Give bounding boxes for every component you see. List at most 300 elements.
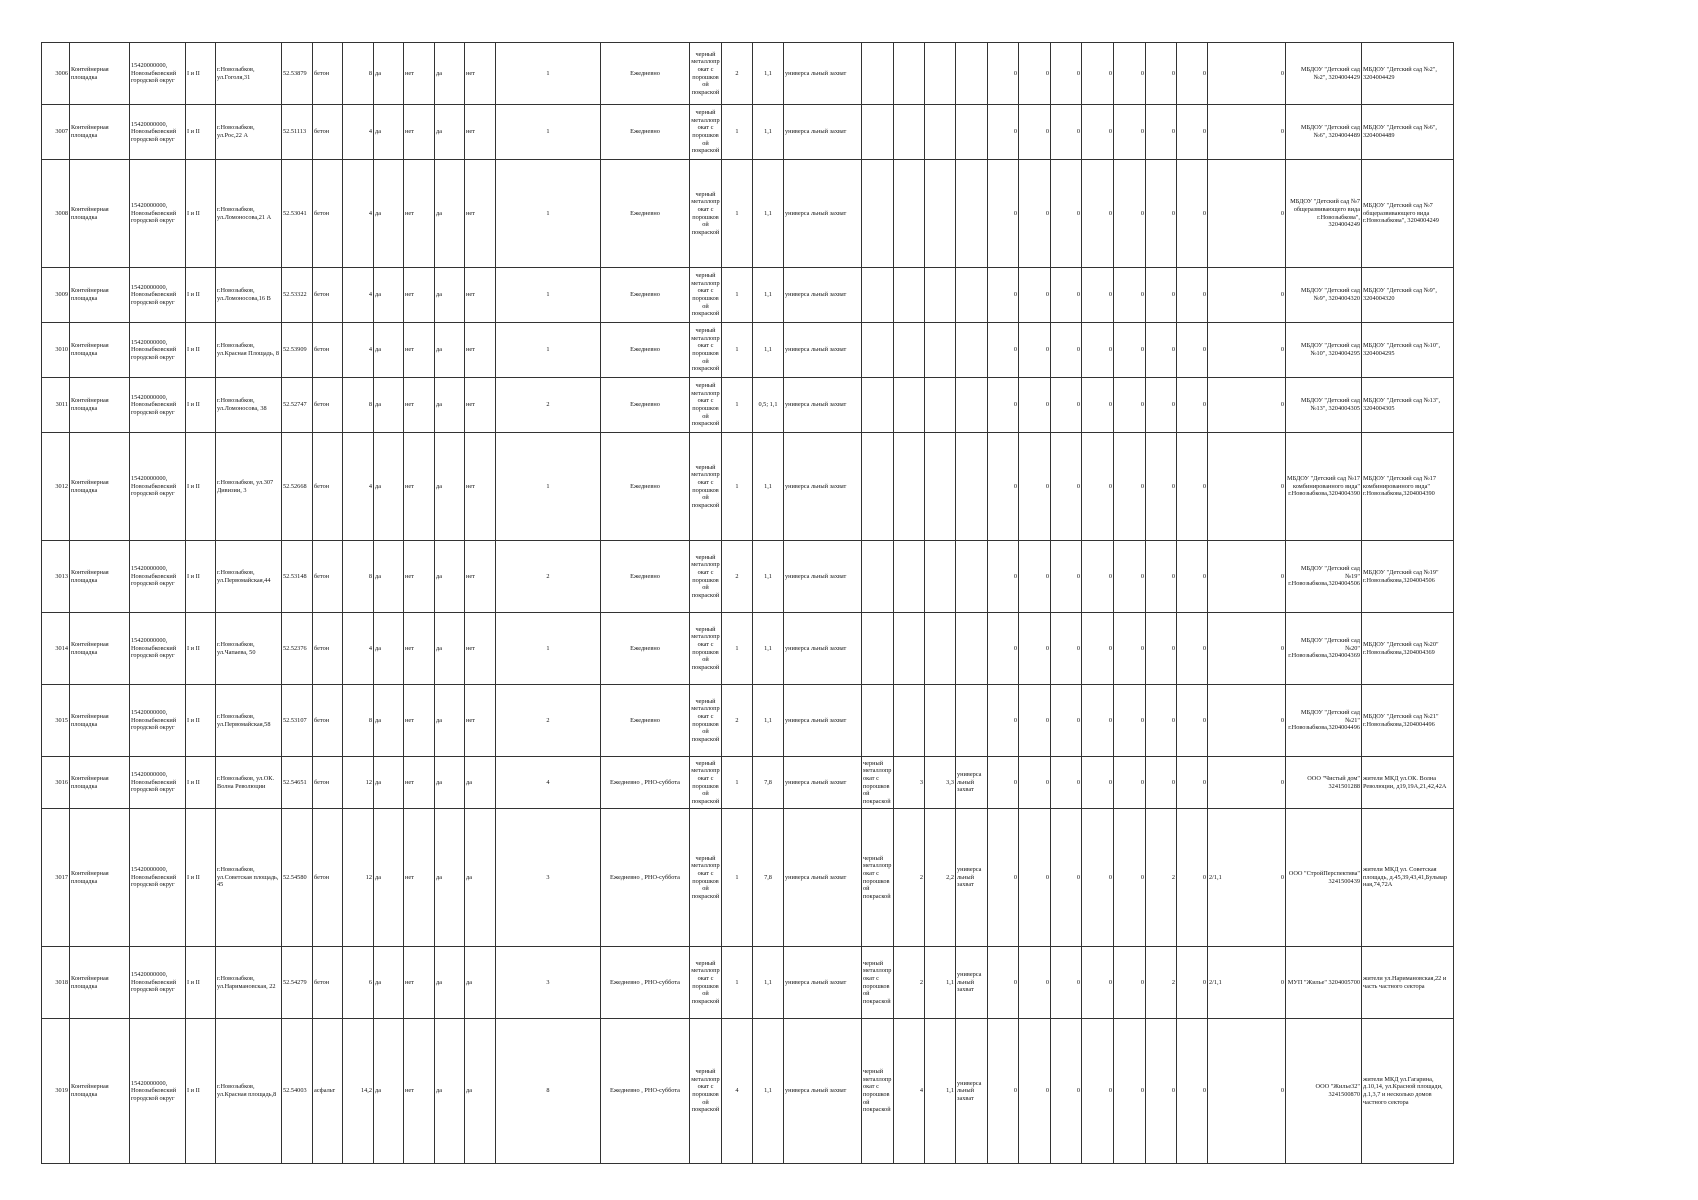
cell-zero-3: 0	[1051, 685, 1082, 757]
cell-extra-1	[1208, 757, 1286, 809]
cell-qty-2: 3	[894, 757, 925, 809]
cell-surface: бетон	[313, 947, 343, 1019]
cell-material-2	[862, 160, 894, 268]
cell-site-type: Контейнерная площадка	[70, 160, 130, 268]
cell-volume-2: 1,1	[925, 1019, 956, 1164]
cell-zero-3: 0	[1051, 160, 1082, 268]
cell-flag-extra: нет	[465, 378, 496, 433]
cell-waste-source: МБДОУ "Детский сад №2", 3204004429	[1362, 43, 1454, 105]
cell-flag-fence: да	[374, 947, 404, 1019]
cell-coordinate: 52.54580	[282, 809, 313, 947]
table-row	[42, 268, 1454, 323]
cell-qty-2: 4	[894, 1019, 925, 1164]
cell-flag-extra: нет	[465, 541, 496, 613]
table-row	[42, 757, 1454, 809]
cell-qty-2	[894, 433, 925, 541]
cell-material-2: черный металлопрокат с порошковой покраской	[862, 809, 894, 947]
cell-material-2: черный металлопрокат с порошковой покраской	[862, 1019, 894, 1164]
cell-zero-6: 0	[1146, 323, 1177, 378]
cell-oktmo: 15420000000, Новозыбковский городской округ	[130, 268, 186, 323]
cell-coordinate: 52.53107	[282, 685, 313, 757]
cell-qty-2	[894, 43, 925, 105]
cell-last-zero: 0	[1280, 291, 1284, 299]
table-row	[42, 378, 1454, 433]
cell-coordinate: 52.53909	[282, 323, 313, 378]
cell-waste-source: МБДОУ "Детский сад №9", 3204004320	[1362, 268, 1454, 323]
cell-last-zero: 0	[1280, 346, 1284, 354]
cell-flag-base: да	[435, 433, 465, 541]
cell-surface: бетон	[313, 809, 343, 947]
cell-address: г.Новозыбков, ул.Гоголя,31	[216, 43, 282, 105]
cell-flag-roof: нет	[404, 160, 435, 268]
cell-oktmo: 15420000000, Новозыбковский городской округ	[130, 947, 186, 1019]
cell-zero-3: 0	[1051, 105, 1082, 160]
cell-row-number: 3016	[42, 757, 70, 809]
cell-zero-2: 0	[1019, 613, 1051, 685]
cell-material-2	[862, 323, 894, 378]
cell-surface: бетон	[313, 378, 343, 433]
cell-extra-1	[1208, 809, 1286, 947]
cell-zero-5: 0	[1114, 613, 1146, 685]
cell-grip-type-2	[956, 685, 988, 757]
cell-extra-1	[1208, 43, 1286, 105]
cell-material: черный металлопрокат с порошковой покраской	[690, 541, 722, 613]
cell-zero-4: 0	[1082, 105, 1114, 160]
cell-flag-extra: да	[465, 1019, 496, 1164]
cell-flag-fence: да	[374, 613, 404, 685]
cell-coordinate: 52.52668	[282, 433, 313, 541]
cell-address: г.Новозыбков, ул.Наримановская, 22	[216, 947, 282, 1019]
cell-zero-1: 0	[988, 613, 1019, 685]
cell-material-2	[862, 541, 894, 613]
cell-material-2	[862, 433, 894, 541]
cell-volume-2	[925, 43, 956, 105]
cell-schedule: Ежедневно	[601, 105, 690, 160]
cell-zero-7: 0	[1177, 378, 1208, 433]
cell-schedule: Ежедневно , РНО-суббота	[601, 947, 690, 1019]
cell-qty-1: 1	[722, 268, 753, 323]
cell-owner: МБДОУ "Детский сад №19" г.Новозыбкова,3204004506	[1286, 541, 1362, 613]
cell-qty-2: 2	[894, 947, 925, 1019]
cell-extra-value: 2/1,1	[1209, 978, 1222, 986]
cell-coordinate: 52.54279	[282, 947, 313, 1019]
cell-zero-3: 0	[1051, 43, 1082, 105]
cell-zero-1: 0	[988, 1019, 1019, 1164]
cell-zero-1: 0	[988, 947, 1019, 1019]
cell-flag-extra: нет	[465, 268, 496, 323]
cell-flag-fence: да	[374, 809, 404, 947]
cell-owner: МБДОУ "Детский сад №9", 3204004320	[1286, 268, 1362, 323]
cell-flag-base: да	[435, 541, 465, 613]
cell-zero-7: 0	[1177, 433, 1208, 541]
cell-address: г.Новозыбков, ул.307 Дивизии, 3	[216, 433, 282, 541]
cell-zero-3: 0	[1051, 541, 1082, 613]
cell-coordinate: 52.53148	[282, 541, 313, 613]
cell-material: черный металлопрокат с порошковой покраской	[690, 323, 722, 378]
cell-zero-7: 0	[1177, 1019, 1208, 1164]
cell-zero-5: 0	[1114, 757, 1146, 809]
cell-zero-1: 0	[988, 323, 1019, 378]
cell-grip-type-1: универса льный захват	[784, 160, 862, 268]
table-row	[42, 613, 1454, 685]
cell-zero-3: 0	[1051, 947, 1082, 1019]
cell-container-count: 1	[496, 433, 601, 541]
cell-address: г.Новозыбков, ул.Ломоносова, 38	[216, 378, 282, 433]
cell-site-type: Контейнерная площадка	[70, 378, 130, 433]
cell-zero-5: 0	[1114, 809, 1146, 947]
cell-row-number: 3007	[42, 105, 70, 160]
cell-zero-6: 0	[1146, 1019, 1177, 1164]
cell-zero-6: 0	[1146, 160, 1177, 268]
cell-material: черный металлопрокат с порошковой покраской	[690, 43, 722, 105]
cell-extra-1	[1208, 947, 1286, 1019]
cell-volume-2	[925, 613, 956, 685]
cell-zero-2: 0	[1019, 105, 1051, 160]
cell-container-count: 3	[496, 947, 601, 1019]
cell-container-count: 1	[496, 105, 601, 160]
cell-grip-type-2: универса льный захват	[956, 1019, 988, 1164]
cell-coordinate: 52.53041	[282, 160, 313, 268]
cell-qty-2	[894, 378, 925, 433]
cell-waste-source: жители МКД ул.ОК. Волна Революции, д19,19А,21,42,42А	[1362, 757, 1454, 809]
cell-row-number: 3017	[42, 809, 70, 947]
table-row	[42, 947, 1454, 1019]
cell-qty-1: 1	[722, 160, 753, 268]
cell-zero-5: 0	[1114, 43, 1146, 105]
cell-zero-3: 0	[1051, 433, 1082, 541]
cell-area: 14,2	[343, 1019, 374, 1164]
cell-oktmo: 15420000000, Новозыбковский городской округ	[130, 105, 186, 160]
cell-flag-fence: да	[374, 1019, 404, 1164]
cell-zero-5: 0	[1114, 378, 1146, 433]
cell-zero-4: 0	[1082, 323, 1114, 378]
cell-extra-1	[1208, 685, 1286, 757]
cell-grip-type-2: универса льный захват	[956, 809, 988, 947]
cell-row-number: 3006	[42, 43, 70, 105]
cell-zero-5: 0	[1114, 1019, 1146, 1164]
cell-row-number: 3013	[42, 541, 70, 613]
cell-container-count: 1	[496, 160, 601, 268]
cell-qty-1: 1	[722, 433, 753, 541]
cell-address: г.Новозыбков, ул.Чапаева, 50	[216, 613, 282, 685]
cell-flag-fence: да	[374, 105, 404, 160]
cell-last-zero: 0	[1280, 873, 1284, 881]
cell-waste-source: МБДОУ "Детский сад №13", 3204004305	[1362, 378, 1454, 433]
cell-zero-6: 0	[1146, 105, 1177, 160]
cell-oktmo: 15420000000, Новозыбковский городской округ	[130, 433, 186, 541]
cell-schedule: Ежедневно , РНО-суббота	[601, 809, 690, 947]
cell-owner: МБДОУ "Детский сад №17 комбинированного вида" г.Новозыбкова,3204004390	[1286, 433, 1362, 541]
cell-address: г.Новозыбков, ул.Ломоносова,16 В	[216, 268, 282, 323]
cell-last-zero: 0	[1280, 482, 1284, 490]
cell-volume-2	[925, 433, 956, 541]
cell-volume-2	[925, 268, 956, 323]
cell-schedule: Ежедневно	[601, 323, 690, 378]
cell-flag-roof: нет	[404, 757, 435, 809]
cell-material: черный металлопрокат с порошковой покраской	[690, 378, 722, 433]
cell-container-count: 4	[496, 757, 601, 809]
cell-row-number: 3018	[42, 947, 70, 1019]
cell-zone: I и II	[186, 378, 216, 433]
cell-zero-4: 0	[1082, 685, 1114, 757]
cell-zero-5: 0	[1114, 947, 1146, 1019]
cell-surface: бетон	[313, 613, 343, 685]
cell-flag-extra: нет	[465, 160, 496, 268]
cell-grip-type-1: универса льный захват	[784, 947, 862, 1019]
cell-qty-1: 4	[722, 1019, 753, 1164]
cell-owner: МБДОУ "Детский сад №20" г.Новозыбкова,3204004369	[1286, 613, 1362, 685]
cell-zero-4: 0	[1082, 378, 1114, 433]
cell-qty-1: 1	[722, 323, 753, 378]
cell-material-2	[862, 685, 894, 757]
cell-volume-1: 1,1	[753, 43, 784, 105]
cell-area: 8	[343, 43, 374, 105]
cell-qty-1: 1	[722, 613, 753, 685]
cell-zero-4: 0	[1082, 809, 1114, 947]
cell-zero-2: 0	[1019, 685, 1051, 757]
cell-zero-2: 0	[1019, 323, 1051, 378]
cell-flag-extra: да	[465, 809, 496, 947]
cell-owner: МБДОУ "Детский сад №21" г.Новозыбкова,3204004496	[1286, 685, 1362, 757]
cell-last-zero: 0	[1280, 644, 1284, 652]
table-row	[42, 43, 1454, 105]
cell-flag-fence: да	[374, 541, 404, 613]
cell-surface: бетон	[313, 43, 343, 105]
cell-flag-roof: нет	[404, 378, 435, 433]
cell-area: 8	[343, 378, 374, 433]
cell-volume-2: 2,2	[925, 809, 956, 947]
cell-zero-7: 0	[1177, 268, 1208, 323]
cell-container-count: 1	[496, 323, 601, 378]
cell-grip-type-1: универса льный захват	[784, 685, 862, 757]
cell-last-zero: 0	[1280, 716, 1284, 724]
cell-flag-base: да	[435, 757, 465, 809]
cell-surface: бетон	[313, 685, 343, 757]
cell-material-2	[862, 105, 894, 160]
cell-extra-1	[1208, 433, 1286, 541]
cell-surface: бетон	[313, 757, 343, 809]
cell-zero-2: 0	[1019, 433, 1051, 541]
cell-owner: МБДОУ "Детский сад №6", 3204004489	[1286, 105, 1362, 160]
cell-flag-roof: нет	[404, 685, 435, 757]
cell-flag-fence: да	[374, 323, 404, 378]
cell-schedule: Ежедневно	[601, 43, 690, 105]
cell-row-number: 3014	[42, 613, 70, 685]
cell-oktmo: 15420000000, Новозыбковский городской округ	[130, 323, 186, 378]
cell-flag-roof: нет	[404, 323, 435, 378]
cell-flag-base: да	[435, 268, 465, 323]
cell-material-2	[862, 43, 894, 105]
cell-schedule: Ежедневно	[601, 685, 690, 757]
cell-zero-1: 0	[988, 105, 1019, 160]
cell-coordinate: 52.53322	[282, 268, 313, 323]
cell-zero-1: 0	[988, 433, 1019, 541]
cell-zero-1: 0	[988, 541, 1019, 613]
cell-grip-type-2	[956, 378, 988, 433]
cell-zero-5: 0	[1114, 685, 1146, 757]
cell-qty-1: 1	[722, 378, 753, 433]
cell-zero-4: 0	[1082, 433, 1114, 541]
cell-flag-fence: да	[374, 268, 404, 323]
cell-zero-2: 0	[1019, 268, 1051, 323]
cell-waste-source: жители МКД ул.Гагарина, д.10,14, ул.Красной площади, д.1,3,7 и несколько домов частного сектора	[1362, 1019, 1454, 1164]
cell-volume-1: 7,8	[753, 757, 784, 809]
cell-grip-type-2	[956, 323, 988, 378]
cell-qty-2	[894, 105, 925, 160]
cell-qty-2	[894, 613, 925, 685]
cell-address: г.Новозыбков, ул.Красная Площадь, 8	[216, 323, 282, 378]
cell-extra-1	[1208, 378, 1286, 433]
cell-zero-6: 2	[1146, 947, 1177, 1019]
cell-oktmo: 15420000000, Новозыбковский городской округ	[130, 541, 186, 613]
cell-zero-3: 0	[1051, 323, 1082, 378]
cell-grip-type-2	[956, 268, 988, 323]
cell-zero-5: 0	[1114, 268, 1146, 323]
cell-grip-type-2	[956, 160, 988, 268]
cell-zero-4: 0	[1082, 947, 1114, 1019]
cell-zero-6: 0	[1146, 757, 1177, 809]
cell-area: 4	[343, 105, 374, 160]
cell-zero-3: 0	[1051, 809, 1082, 947]
cell-flag-base: да	[435, 1019, 465, 1164]
cell-container-count: 1	[496, 43, 601, 105]
cell-container-count: 3	[496, 809, 601, 947]
cell-flag-roof: нет	[404, 105, 435, 160]
cell-zero-2: 0	[1019, 541, 1051, 613]
cell-material: черный металлопрокат с порошковой покраской	[690, 809, 722, 947]
cell-zero-2: 0	[1019, 1019, 1051, 1164]
cell-grip-type-2: универса льный захват	[956, 947, 988, 1019]
cell-grip-type-1: универса льный захват	[784, 1019, 862, 1164]
cell-qty-1: 2	[722, 685, 753, 757]
cell-flag-extra: да	[465, 757, 496, 809]
cell-zone: I и II	[186, 541, 216, 613]
cell-zero-7: 0	[1177, 43, 1208, 105]
cell-zero-4: 0	[1082, 757, 1114, 809]
cell-material-2: черный металлопрокат с порошковой покраской	[862, 757, 894, 809]
cell-site-type: Контейнерная площадка	[70, 323, 130, 378]
cell-zone: I и II	[186, 43, 216, 105]
table-row	[42, 105, 1454, 160]
cell-zero-4: 0	[1082, 1019, 1114, 1164]
cell-row-number: 3008	[42, 160, 70, 268]
cell-volume-1: 1,1	[753, 268, 784, 323]
cell-volume-1: 1,1	[753, 541, 784, 613]
cell-schedule: Ежедневно	[601, 268, 690, 323]
cell-qty-2	[894, 160, 925, 268]
cell-zone: I и II	[186, 613, 216, 685]
cell-volume-2	[925, 541, 956, 613]
cell-volume-1: 1,1	[753, 105, 784, 160]
cell-flag-base: да	[435, 105, 465, 160]
cell-oktmo: 15420000000, Новозыбковский городской округ	[130, 613, 186, 685]
table-row	[42, 433, 1454, 541]
cell-zero-6: 0	[1146, 268, 1177, 323]
cell-zero-2: 0	[1019, 43, 1051, 105]
cell-schedule: Ежедневно	[601, 160, 690, 268]
cell-volume-1: 1,1	[753, 685, 784, 757]
cell-flag-extra: нет	[465, 323, 496, 378]
cell-waste-source: МБДОУ "Детский сад №20" г.Новозыбкова,3204004369	[1362, 613, 1454, 685]
cell-volume-2	[925, 378, 956, 433]
cell-material: черный металлопрокат с порошковой покраской	[690, 613, 722, 685]
cell-container-count: 8	[496, 1019, 601, 1164]
cell-zero-6: 0	[1146, 378, 1177, 433]
cell-material: черный металлопрокат с порошковой покраской	[690, 685, 722, 757]
cell-grip-type-1: универса льный захват	[784, 105, 862, 160]
cell-zone: I и II	[186, 947, 216, 1019]
cell-site-type: Контейнерная площадка	[70, 43, 130, 105]
cell-owner: МБДОУ "Детский сад №7 общеразвивающего вида г.Новозыбкова", 3204004249	[1286, 160, 1362, 268]
cell-flag-fence: да	[374, 433, 404, 541]
cell-grip-type-1: универса льный захват	[784, 541, 862, 613]
cell-volume-1: 1,1	[753, 613, 784, 685]
cell-waste-source: МБДОУ "Детский сад №19" г.Новозыбкова,3204004506	[1362, 541, 1454, 613]
cell-material-2: черный металлопрокат с порошковой покраской	[862, 947, 894, 1019]
cell-zero-6: 0	[1146, 613, 1177, 685]
cell-schedule: Ежедневно	[601, 378, 690, 433]
cell-zero-4: 0	[1082, 613, 1114, 685]
cell-zero-5: 0	[1114, 433, 1146, 541]
cell-oktmo: 15420000000, Новозыбковский городской округ	[130, 1019, 186, 1164]
cell-area: 12	[343, 757, 374, 809]
cell-flag-base: да	[435, 947, 465, 1019]
table-row	[42, 1019, 1454, 1164]
cell-row-number: 3015	[42, 685, 70, 757]
cell-zero-3: 0	[1051, 378, 1082, 433]
cell-zero-5: 0	[1114, 105, 1146, 160]
cell-volume-2: 1,1	[925, 947, 956, 1019]
cell-address: г.Новозыбков, ул.Красная площадь,8	[216, 1019, 282, 1164]
cell-material: черный металлопрокат с порошковой покраской	[690, 433, 722, 541]
cell-qty-1: 2	[722, 541, 753, 613]
cell-flag-base: да	[435, 378, 465, 433]
cell-flag-base: да	[435, 613, 465, 685]
cell-site-type: Контейнерная площадка	[70, 105, 130, 160]
cell-coordinate: 52.54003	[282, 1019, 313, 1164]
cell-zone: I и II	[186, 105, 216, 160]
cell-grip-type-2	[956, 613, 988, 685]
cell-grip-type-2	[956, 433, 988, 541]
cell-owner: ООО "СтройПерспектива" 3241500439	[1286, 809, 1362, 947]
cell-row-number: 3009	[42, 268, 70, 323]
cell-grip-type-1: универса льный захват	[784, 378, 862, 433]
cell-flag-extra: нет	[465, 685, 496, 757]
cell-waste-source: МБДОУ "Детский сад №10", 3204004295	[1362, 323, 1454, 378]
cell-flag-fence: да	[374, 757, 404, 809]
cell-coordinate: 52.52747	[282, 378, 313, 433]
table-row	[42, 160, 1454, 268]
cell-material: черный металлопрокат с порошковой покраской	[690, 105, 722, 160]
cell-zero-6: 0	[1146, 685, 1177, 757]
cell-volume-1: 1,1	[753, 1019, 784, 1164]
cell-zero-6: 2	[1146, 809, 1177, 947]
cell-zero-7: 0	[1177, 541, 1208, 613]
cell-container-count: 2	[496, 378, 601, 433]
table-row	[42, 323, 1454, 378]
cell-coordinate: 52.53879	[282, 43, 313, 105]
cell-volume-1: 1,1	[753, 160, 784, 268]
cell-address: г.Новозыбков, ул.Ломоносова,21 А	[216, 160, 282, 268]
cell-last-zero: 0	[1280, 69, 1284, 77]
cell-zero-7: 0	[1177, 947, 1208, 1019]
cell-material-2	[862, 378, 894, 433]
cell-site-type: Контейнерная площадка	[70, 1019, 130, 1164]
cell-oktmo: 15420000000, Новозыбковский городской округ	[130, 378, 186, 433]
cell-grip-type-2	[956, 43, 988, 105]
cell-flag-roof: нет	[404, 541, 435, 613]
cell-schedule: Ежедневно , РНО-суббота	[601, 1019, 690, 1164]
